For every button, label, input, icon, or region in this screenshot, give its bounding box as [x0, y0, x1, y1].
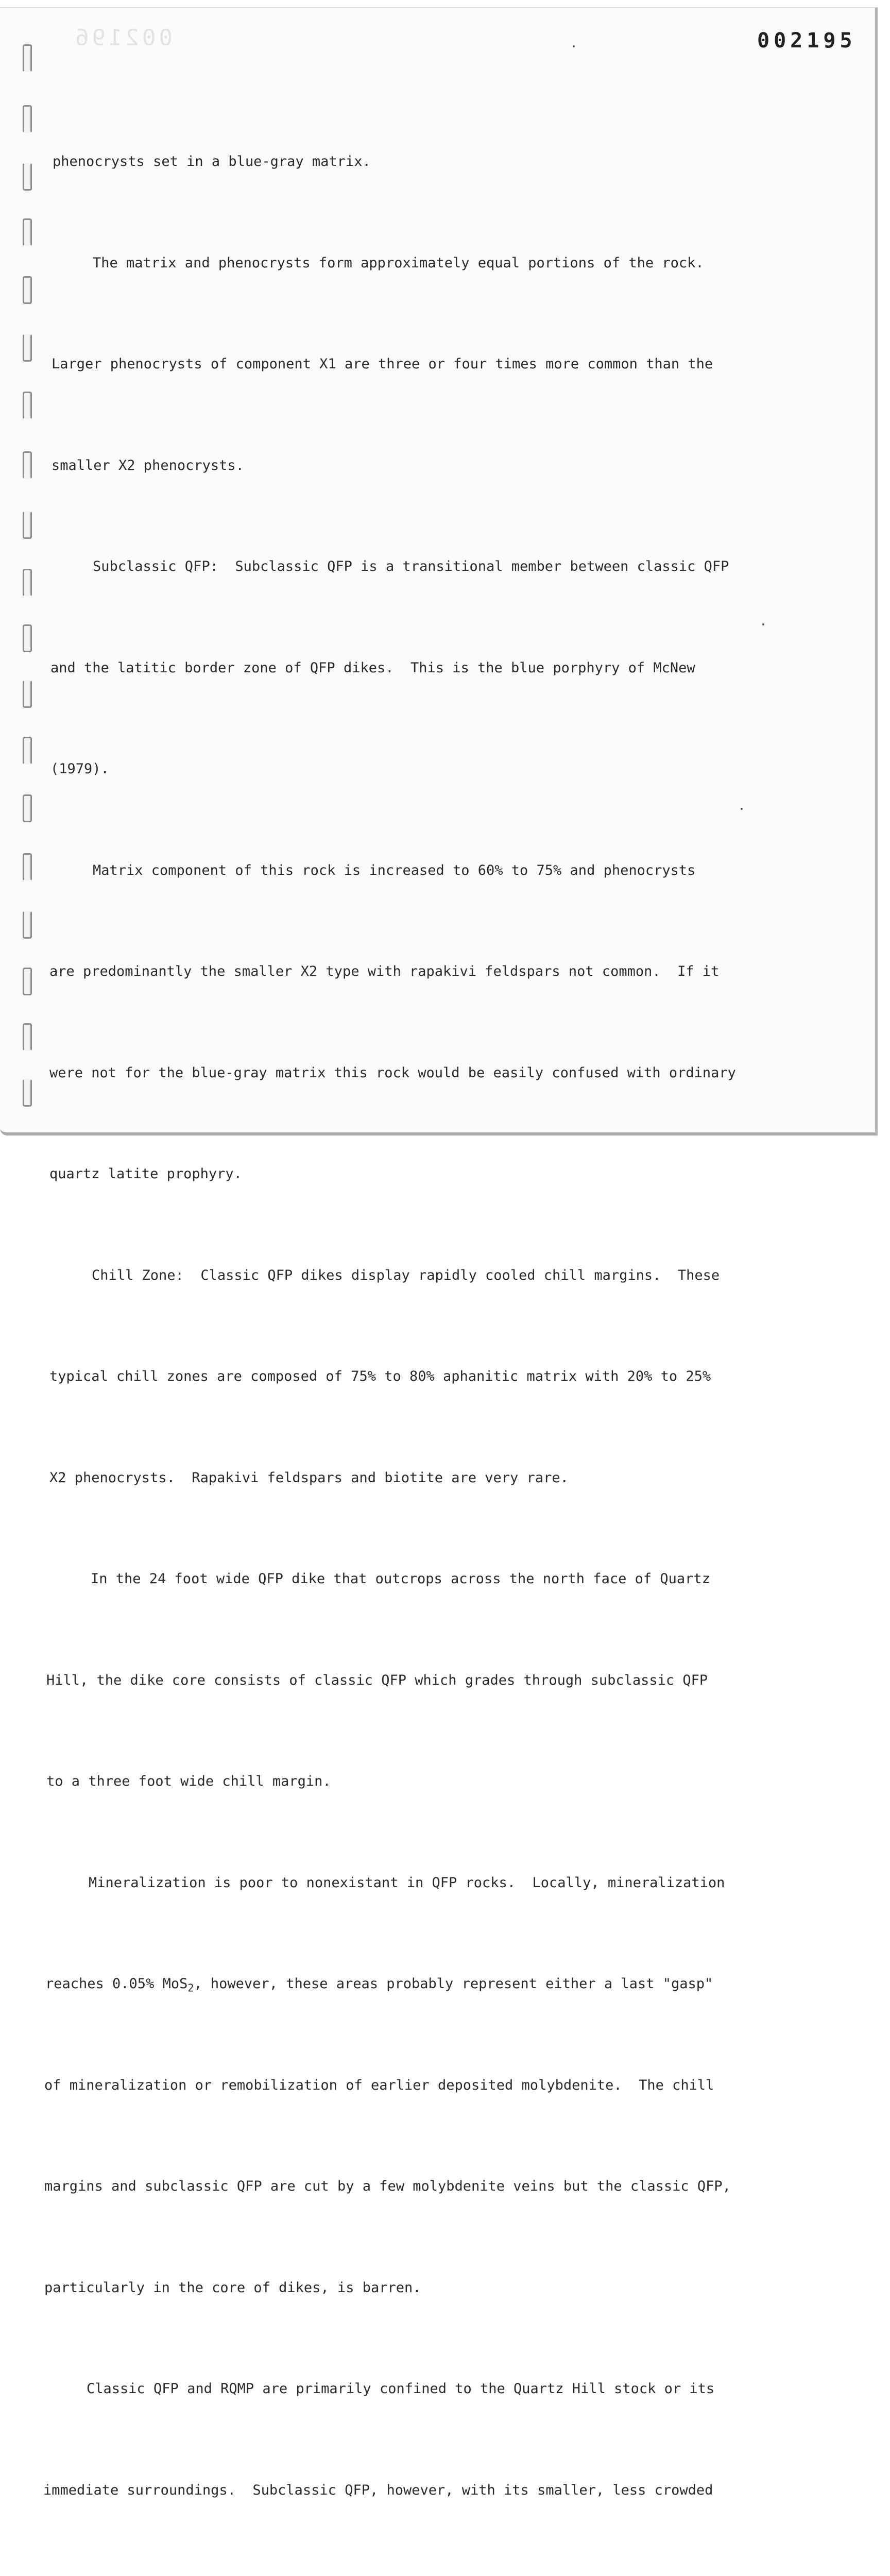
binder-hole [23, 105, 32, 133]
text-segment: , however, these areas probably represent either a last "gasp" [194, 1976, 713, 1992]
binder-hole [23, 968, 32, 995]
binder-hole [23, 569, 32, 597]
text-line: X2 phenocrysts. Rapakivi feldspars and biotite are very rare. [49, 1469, 569, 1486]
text-line: quartz latite prophyry. [49, 1166, 242, 1182]
binder-hole [23, 1023, 32, 1051]
text-line: typical chill zones are composed of 75% to 80% aphanitic matrix with 20% to 25% [49, 1368, 711, 1384]
text-line: Larger phenocrysts of component X1 are three or four times more common than the [52, 356, 713, 372]
text-line: Subclassic QFP: Subclassic QFP is a transitional member between classic QFP [93, 558, 729, 574]
binder-hole [23, 737, 32, 765]
binder-holes [23, 8, 38, 1137]
binder-hole [23, 511, 32, 539]
binder-hole [23, 853, 32, 881]
binder-hole [23, 334, 32, 362]
text-line: were not for the blue-gray matrix this rock would be easily confused with ordinary [49, 1064, 736, 1081]
text-line [45, 1967, 791, 2001]
text-segment: reaches 0.05% MoS [45, 1976, 188, 1992]
binder-hole [23, 44, 32, 72]
text-line: Matrix component of this rock is increased to 60% to 75% and phenocrysts [93, 862, 696, 878]
text-line: immediate surroundings. Subclassic QFP, however, with its smaller, less crowded [43, 2482, 713, 2498]
text-line: Classic QFP and RQMP are primarily confined to the Quartz Hill stock or its [87, 2381, 715, 2397]
document-page [0, 7, 878, 2498]
text-line: (1979). [50, 761, 109, 777]
body-text [43, 77, 791, 2576]
text-line: The matrix and phenocrysts form approximately equal portions of the rock. [93, 255, 704, 271]
binder-hole [23, 276, 32, 304]
text-line: margins and subclassic QFP are cut by a few molybdenite veins but the classic QFP, [44, 2178, 731, 2194]
binder-hole [23, 218, 32, 246]
subscript: 2 [187, 1981, 194, 1994]
text-line: are predominantly the smaller X2 type with rapakivi feldspars not common. If it [49, 963, 720, 979]
text-line: In the 24 foot wide QFP dike that outcrops across the north face of Quartz [91, 1571, 710, 1587]
text-line: particularly in the core of dikes, is barren. [44, 2279, 421, 2296]
binder-hole [23, 794, 32, 822]
text-line: and the latitic border zone of QFP dikes. This is the blue porphyry of McNew [50, 659, 695, 676]
text-line: to a three foot wide chill margin. [46, 1773, 331, 1789]
binder-hole [23, 1079, 32, 1107]
text-line: smaller X2 phenocrysts. [52, 457, 244, 473]
text-line: Mineralization is poor to nonexistant in QFP rocks. Locally, mineralization [89, 1874, 725, 1891]
text-line: Chill Zone: Classic QFP dikes display rapidly cooled chill margins. These [92, 1267, 720, 1283]
ghost-page-number: 002196 [72, 25, 173, 51]
text-line: of mineralization or remobilization of earlier deposited molybdenite. The chill [44, 2077, 714, 2093]
page-number: 002195 [757, 29, 857, 53]
binder-hole [23, 392, 32, 419]
binder-hole [23, 680, 32, 708]
text-line: phenocrysts set in a blue-gray matrix. [53, 154, 371, 170]
text-line: Hill, the dike core consists of classic QFP which grades through subclassic QFP [46, 1672, 708, 1688]
dust-speck [573, 45, 575, 47]
binder-hole [23, 451, 32, 479]
binder-hole [23, 163, 32, 191]
binder-hole [23, 911, 32, 939]
binder-hole [23, 624, 32, 652]
